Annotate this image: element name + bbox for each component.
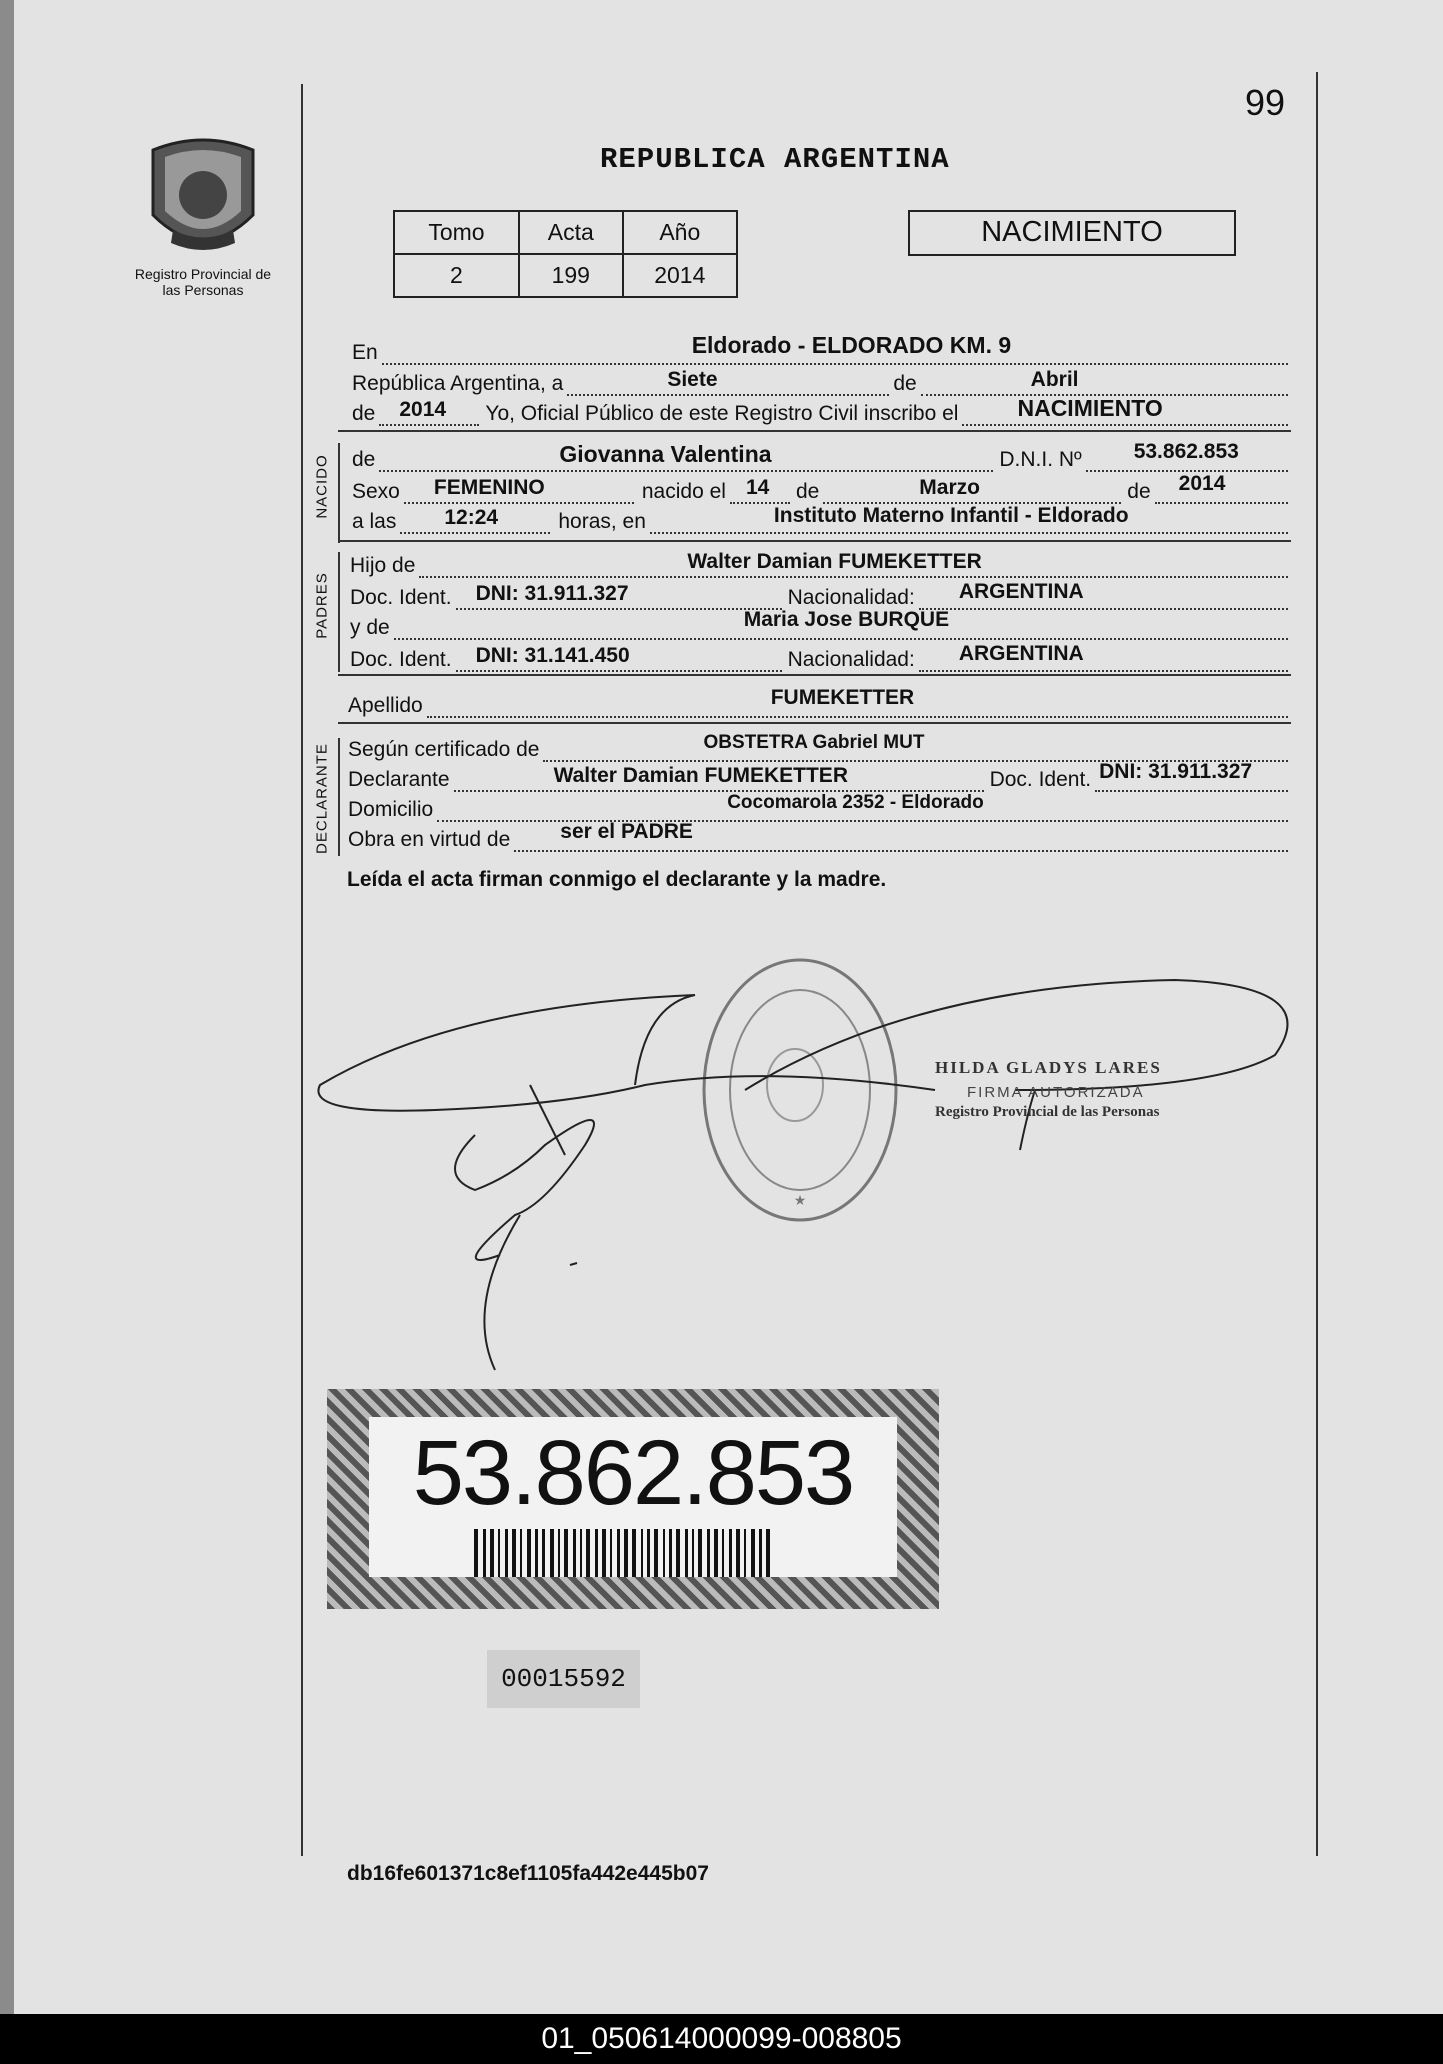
footer-id: 01_050614000099-008805	[0, 2014, 1443, 2064]
doc-label: Doc. Ident.	[350, 586, 452, 609]
barcode-bar	[647, 1529, 650, 1577]
barcode-bar	[669, 1529, 672, 1577]
section-rule	[338, 430, 1291, 432]
tomo-value: 2	[394, 254, 519, 297]
nacido-section-label: NACIDO	[313, 454, 331, 519]
birth-day: 14	[745, 476, 770, 499]
horas-label: horas, en	[558, 510, 646, 533]
birth-year: 2014	[1178, 472, 1226, 495]
obra-value: ser el PADRE	[560, 820, 693, 843]
barcode-bar	[610, 1529, 612, 1577]
barcode-bar	[558, 1529, 560, 1577]
barcode-bar	[505, 1529, 508, 1577]
birthplace: Instituto Materno Infantil - Eldorado	[773, 504, 1129, 527]
mother-row	[350, 610, 1288, 640]
acta-value: 199	[519, 254, 623, 297]
barcode-bar	[692, 1529, 694, 1577]
de-label: de	[893, 372, 917, 395]
father-nationality: ARGENTINA	[958, 580, 1084, 603]
declarante-name: Walter Damian FUMEKETTER	[553, 764, 848, 787]
barcode-bar	[632, 1529, 636, 1577]
father-doc-row	[350, 580, 1288, 610]
stamp-official-name: HILDA GLADYS LARES	[935, 1058, 1162, 1077]
barcode-bar	[474, 1529, 478, 1577]
logo-caption: Registro Provincial de las Personas	[134, 266, 272, 298]
declarante-doc: DNI: 31.911.327	[1099, 760, 1253, 783]
year-value: 2014	[399, 398, 447, 421]
barcode-bar	[573, 1529, 576, 1577]
barcode-bar	[729, 1529, 732, 1577]
section-rule	[338, 722, 1291, 724]
section-divider	[338, 738, 340, 856]
address-value: Cocomarola 2352 - Eldorado	[727, 792, 984, 813]
table-row	[394, 254, 737, 297]
barcode-bar	[498, 1529, 500, 1577]
barcode-bar	[550, 1529, 554, 1577]
barcode-bar	[617, 1529, 620, 1577]
page-number: 99	[1245, 82, 1286, 123]
barcode-bar	[490, 1529, 494, 1577]
doc-label: Doc. Ident.	[989, 768, 1092, 791]
closing-statement: Leída el acta firman conmigo el declarante y la madre.	[347, 868, 887, 891]
barcode-bar	[527, 1529, 531, 1577]
name-row	[352, 442, 1288, 472]
father-name: Walter Damian FUMEKETTER	[687, 550, 982, 573]
serial-number: 00015592	[487, 1650, 640, 1708]
inscribe-value: NACIMIENTO	[1017, 395, 1163, 421]
dni-label: D.N.I. Nº	[999, 448, 1082, 471]
birth-month: Marzo	[919, 476, 980, 499]
table-header: Acta	[519, 211, 623, 254]
section-rule	[338, 674, 1291, 676]
barcode-bar	[520, 1529, 522, 1577]
time-row	[352, 504, 1288, 534]
barcode-panel	[369, 1417, 897, 1577]
en-label: En	[352, 341, 378, 364]
province-logo	[143, 135, 263, 265]
doc-label: Doc. Ident.	[350, 648, 452, 671]
barcode-bar	[707, 1529, 710, 1577]
barcode-bar	[624, 1529, 628, 1577]
barcode-bar	[676, 1529, 680, 1577]
barcode-bar	[595, 1529, 598, 1577]
sex-value: FEMENINO	[433, 476, 545, 499]
nacido-label: nacido el	[641, 480, 726, 503]
barcode-bar	[483, 1529, 486, 1577]
record-type-box: NACIMIENTO	[908, 210, 1236, 256]
barcode-bar	[535, 1529, 538, 1577]
barcode-card	[327, 1389, 939, 1609]
obra-row	[348, 822, 1288, 852]
place-value: Eldorado - ELDORADO KM. 9	[691, 332, 1012, 358]
barcode-bars	[474, 1529, 838, 1577]
mother-doc: DNI: 31.141.450	[475, 644, 630, 667]
birth-time: 12:24	[444, 506, 499, 529]
anio-value: 2014	[623, 254, 737, 297]
month-value: Abril	[1030, 368, 1079, 391]
barcode-bar	[564, 1529, 568, 1577]
de-label: de	[795, 480, 820, 503]
mother-name: Maria Jose BURQUE	[743, 608, 950, 631]
left-margin-line	[301, 84, 303, 1856]
document-hash: db16fe601371c8ef1105fa442e445b07	[347, 1862, 709, 1885]
barcode-bar	[759, 1529, 762, 1577]
section-rule	[338, 540, 1291, 542]
barcode-bar	[641, 1529, 643, 1577]
y-de-label: y de	[350, 616, 390, 639]
mother-nationality: ARGENTINA	[958, 642, 1084, 665]
barcode-bar	[685, 1529, 688, 1577]
nacionalidad-label: Nacionalidad:	[787, 648, 915, 671]
de-label: de	[1127, 480, 1151, 503]
barcode-bar	[586, 1529, 590, 1577]
father-row	[350, 548, 1288, 578]
barcode-bar	[722, 1529, 724, 1577]
barcode-bar	[580, 1529, 582, 1577]
de-label: de	[352, 448, 376, 471]
obra-label: Obra en virtud de	[348, 828, 511, 851]
svg-text:★: ★	[793, 1192, 807, 1208]
date-row	[352, 366, 1288, 396]
barcode-number: 53.862.853	[412, 1422, 854, 1524]
section-divider	[338, 552, 340, 672]
apellido-value: FUMEKETTER	[770, 686, 915, 709]
table-header-row	[394, 211, 737, 254]
register-table	[393, 210, 738, 298]
year-row	[352, 396, 1288, 426]
child-dni: 53.862.853	[1133, 440, 1239, 463]
apellido-row	[348, 688, 1288, 718]
padres-section-label: PADRES	[313, 572, 331, 639]
certificado-label: Según certificado de	[348, 738, 540, 761]
republica-label: República Argentina, a	[352, 372, 564, 395]
certificate-row	[348, 732, 1288, 762]
child-name: Giovanna Valentina	[559, 441, 772, 467]
a-las-label: a las	[352, 510, 397, 533]
section-divider	[338, 443, 340, 543]
declarante-row	[348, 762, 1288, 792]
country-title: REPUBLICA ARGENTINA	[600, 143, 950, 176]
mother-doc-row	[350, 642, 1288, 672]
hijo-label: Hijo de	[350, 554, 416, 577]
barcode-bar	[751, 1529, 755, 1577]
registrar-signature	[315, 975, 1300, 1395]
barcode-bar	[698, 1529, 702, 1577]
barcode-bar	[512, 1529, 516, 1577]
right-margin-line	[1316, 72, 1318, 1856]
domicilio-label: Domicilio	[348, 798, 434, 821]
barcode-bar	[736, 1529, 740, 1577]
sex-row	[352, 474, 1288, 504]
father-doc: DNI: 31.911.327	[475, 582, 629, 605]
apellido-label: Apellido	[348, 694, 423, 717]
barcode-bar	[766, 1529, 770, 1577]
stamp-office: Registro Provincial de las Personas	[935, 1104, 1160, 1120]
table-header: Tomo	[394, 211, 519, 254]
sexo-label: Sexo	[352, 480, 400, 503]
declarante-label: Declarante	[348, 768, 450, 791]
barcode-bar	[654, 1529, 658, 1577]
barcode-bar	[542, 1529, 545, 1577]
barcode-bar	[602, 1529, 606, 1577]
barcode-bar	[744, 1529, 746, 1577]
declarante-section-label: DECLARANTE	[313, 743, 331, 854]
barcode-bar	[714, 1529, 718, 1577]
official-text: Yo, Oficial Público de este Registro Civil inscribo el	[485, 402, 959, 425]
domicilio-row	[348, 792, 1288, 822]
misiones-shield-icon	[143, 135, 263, 265]
day-value: Siete	[667, 368, 718, 391]
barcode-bar	[663, 1529, 665, 1577]
table-header: Año	[623, 211, 737, 254]
nacionalidad-label: Nacionalidad:	[787, 586, 915, 609]
de-label: de	[352, 402, 376, 425]
place-row	[352, 332, 1288, 365]
certificate-value: OBSTETRA Gabriel MUT	[703, 732, 925, 753]
stamp-title: FIRMA AUTORIZADA	[967, 1084, 1145, 1101]
